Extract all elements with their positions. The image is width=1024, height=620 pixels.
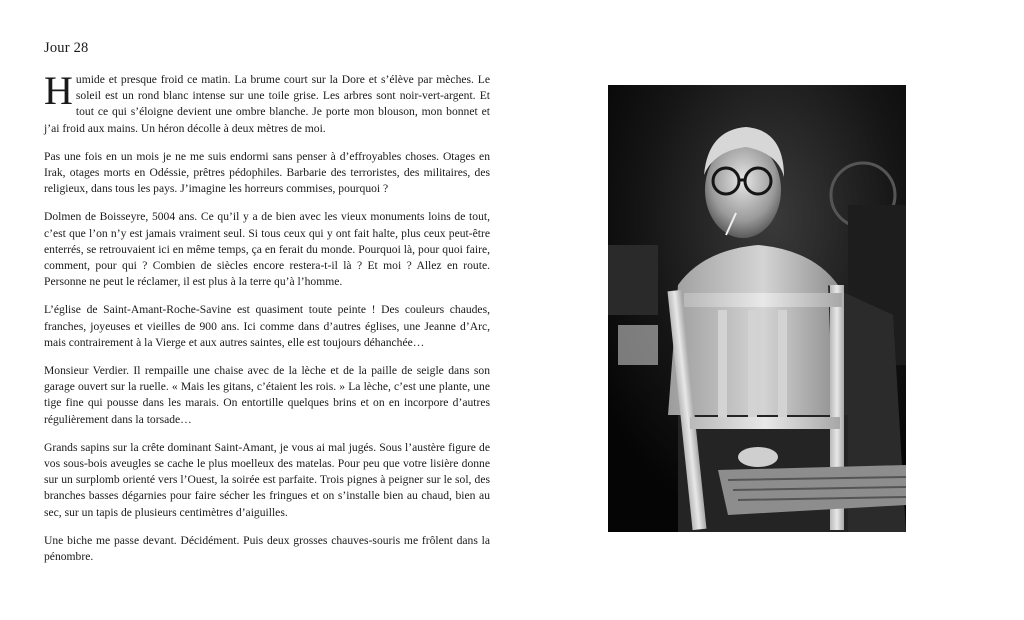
paragraph-5: Monsieur Verdier. Il rempaille une chaise avec de la lèche et de la paille de seigle dans son garage ouvert sur la ruelle. « Mais les gitans, c’étaient les rois. » La lèche, c’est une plante, une tige fine qui pousse dans les marais. On entortille quelques brins et on en incorpore d’autres régulièrement dans la torsade… [44, 364, 490, 426]
paragraph-6: Grands sapins sur la crête dominant Saint-Amant, je vous ai mal jugés. Sous l’austère figure de vos sous-bois aveugles se cache le plus moelleux des matelas. Pour peu que votre lisière donne sur un surplomb orienté vers l’Ouest, la soirée est parfaite. Trois pignes à peigner sur le sol, des branches basses dégarnies pour faire sécher les fringues et on s’installe bien au chaud, bien au sec, sur un tapis de plusieurs centimètres d’aiguilles. [44, 440, 490, 519]
day-title: Jour 28 [44, 40, 89, 56]
portrait-photo [608, 85, 906, 532]
paragraph-1-text: umide et presque froid ce matin. La brume court sur la Dore et s’élève par mèches. Le soleil est un rond blanc intense sur une toile grise. Les arbres sont noir-vert-argent. Et tout ce qui s’éloigne devient une ombre blanche. Je porte mon blouson, mon bonnet et j’ai froid aux mains. Un héron décolle à deux mètres de moi. [44, 73, 490, 135]
paragraph-2: Pas une fois en un mois je ne me suis endormi sans penser à d’effroyables choses. Otages en Irak, otages morts en Odéssie, prêtres pédophiles. Barbarie des terroristes, des militaires, des religieux, dans tous les pays. J’imagine les horreurs commises, pourquoi ? [44, 149, 490, 196]
paragraph-1 [44, 68, 490, 137]
paragraph-4: L’église de Saint-Amant-Roche-Savine est quasiment toute peinte ! Des couleurs chaudes, franches, joyeuses et vieilles de 900 ans. Ici comme dans d’autres églises, une Jeanne d’Arc, mais contrairement à la Vierge et aux autres saintes, elle est toujours déhanchée… [44, 303, 490, 349]
journal-text [44, 68, 490, 577]
paragraph-3: Dolmen de Boisseyre, 5004 ans. Ce qu’il y a de bien avec les vieux monuments loins de tout, c’est que l’on n’y est jamais vraiment seul. Si tous ceux qui y ont fait halte, plus ceux peut-être enterrés, se retrouvaient ici en même temps, ça en ferait du monde. Pourquoi là, pour quoi faire, comment, pour qui ? Combien de siècles encore restera-t-il là ? Et moi ? Allez en route. Personne ne peut le réclamer, il est plus à la terre qu’à l’homme. [44, 210, 490, 289]
drop-cap: H [44, 68, 73, 113]
paragraph-7: Une biche me passe devant. Décidément. Puis deux grosses chauves-souris me frôlent dans la pénombre. [44, 533, 490, 564]
portrait-photo-illustration [608, 85, 906, 532]
